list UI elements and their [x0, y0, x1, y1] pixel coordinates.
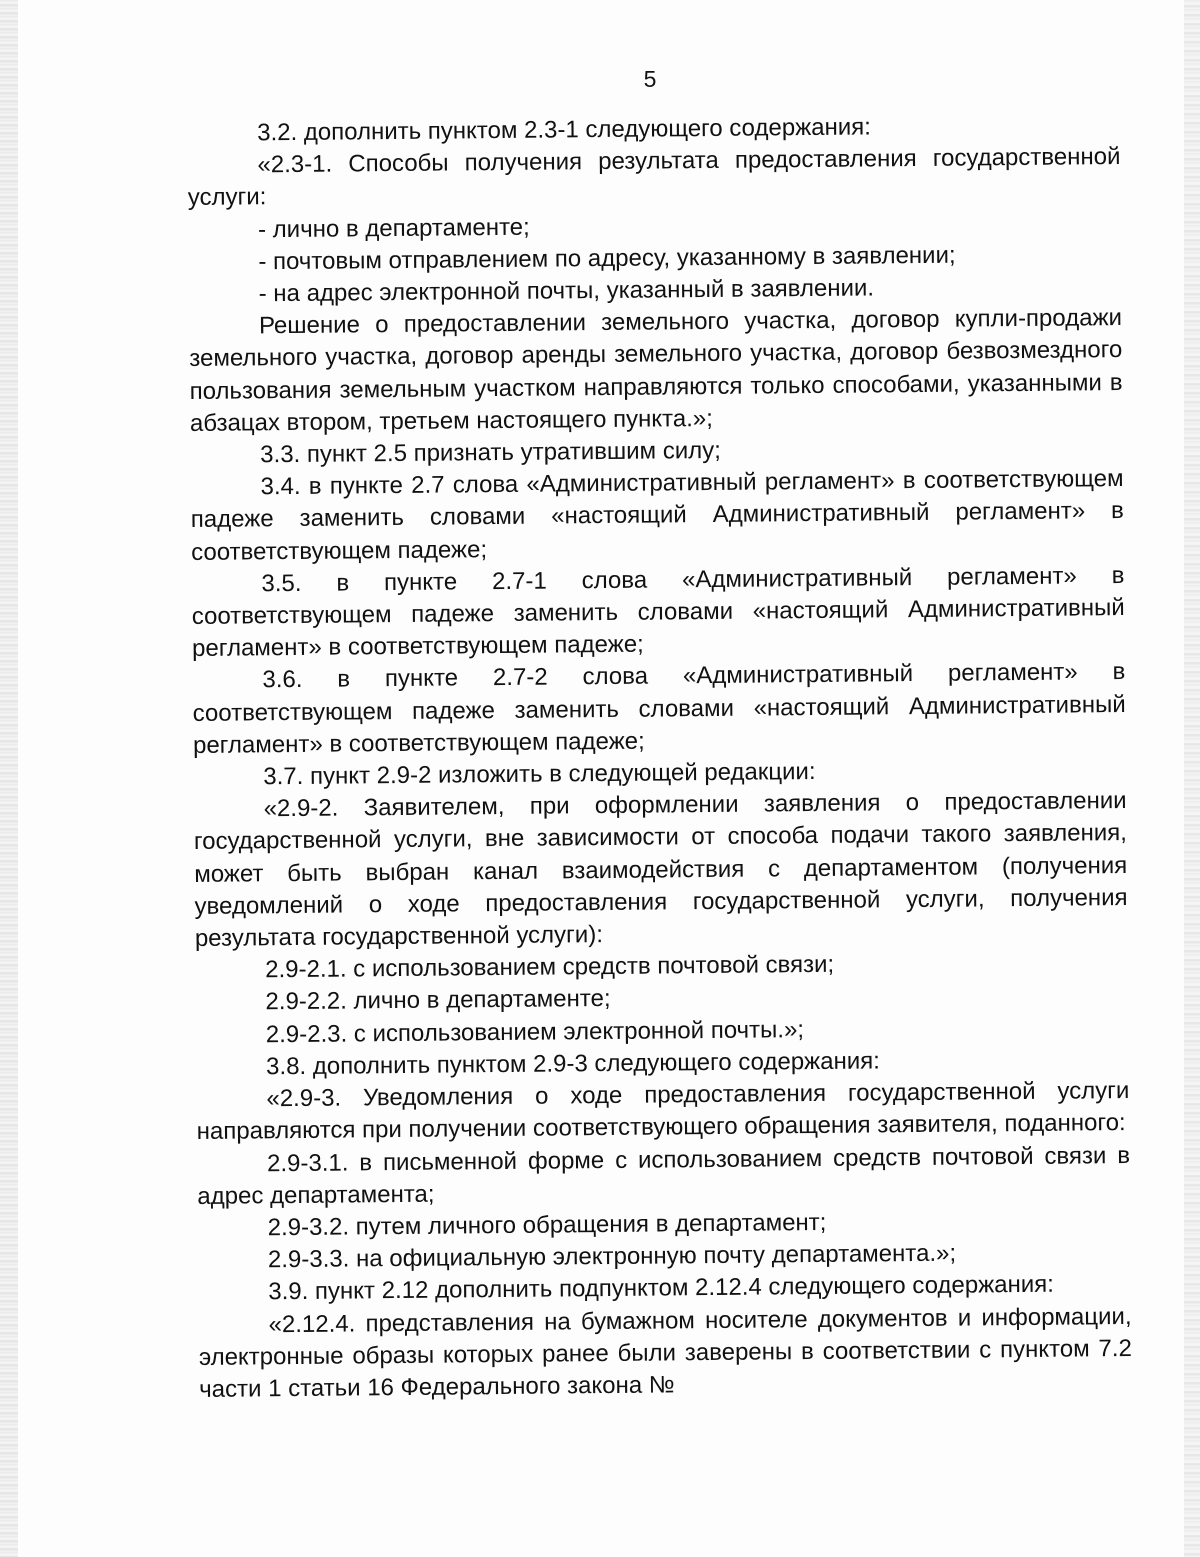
- scan-edge-right: [1184, 0, 1200, 1557]
- paragraph: «2.3-1. Способы получения результата предоставления государственной услуги:: [187, 143, 1121, 212]
- paragraph: 3.7. пункт 2.9-2 изложить в следующей редакции:: [263, 758, 816, 791]
- list-item: - на адрес электронной почты, указанный в заявлении.: [258, 274, 875, 308]
- paragraph: «2.12.4. представления на бумажном носителе документов и информации, электронные образы которых ранее были заверены в соответствии с пунктом 7.2 части 1 статьи 16 Федерального закона №: [198, 1302, 1132, 1403]
- list-item: 2.9-3.1. в письменной форме с использованием средств почтовой связи в адрес департамента;: [197, 1141, 1131, 1210]
- paragraph: Решение о предоставлении земельного участка, договор купли-продажи земельного участка, договор аренды земельного участка, договор безвозмездного пользования земельным участком направляются только способами, указанными в абзацах втором, третьем настоящего пункта.»;: [189, 304, 1123, 437]
- paragraph: 3.3. пункт 2.5 признать утратившим силу;: [260, 436, 721, 469]
- list-item: 2.9-2.3. с использованием электронной почты.»;: [265, 1015, 805, 1048]
- document-body: [187, 109, 1132, 1406]
- list-item: 2.9-2.1. с использованием средств почтовой связи;: [265, 951, 835, 984]
- paragraph: «2.9-3. Уведомления о ходе предоставления государственной услуги направляются при получении соответствующего обращения заявителя, поданного:: [196, 1077, 1130, 1146]
- page-number: 5: [643, 66, 657, 92]
- list-item: - почтовым отправлением по адресу, указанному в заявлении;: [258, 241, 956, 276]
- list-item: - лично в департаменте;: [257, 213, 530, 243]
- paragraph: 3.2. дополнить пунктом 2.3-1 следующего содержания:: [257, 113, 871, 147]
- paragraph: 3.8. дополнить пунктом 2.9-3 следующего содержания:: [265, 1047, 880, 1081]
- list-item: 2.9-3.3. на официальную электронную почту департамента.»;: [267, 1239, 957, 1274]
- list-item: 2.9-3.2. путем личного обращения в департамент;: [267, 1208, 827, 1242]
- paragraph: 3.6. в пункте 2.7-2 слова «Административный регламент» в соответствующем падеже заменить словами «настоящий Административный регламент» в соответствующем падеже;: [192, 658, 1126, 759]
- paragraph: 3.5. в пункте 2.7-1 слова «Административный регламент» в соответствующем падеже заменить словами «настоящий Административный регламент» в соответствующем падеже;: [191, 561, 1125, 663]
- paragraph: 3.9. пункт 2.12 дополнить подпунктом 2.12.4 следующего содержания:: [268, 1271, 1055, 1306]
- paragraph: 3.4. в пункте 2.7 слова «Административный регламент» в соответствующем падеже заменить словами «настоящий Административный регламент» в соответствующем падеже;: [190, 465, 1124, 566]
- scan-edge-left: [0, 0, 18, 1557]
- list-item: 2.9-2.2. лично в департаменте;: [265, 985, 611, 1016]
- paragraph: «2.9-2. Заявителем, при оформлении заявления о предоставлении государственной услуги, вне зависимости от способа подачи такого заявления, может быть выбран канал взаимодействия с департаментом (получения уведомлений о ходе предоставления государственной услуги, получения результата государственной услуги):: [193, 787, 1128, 953]
